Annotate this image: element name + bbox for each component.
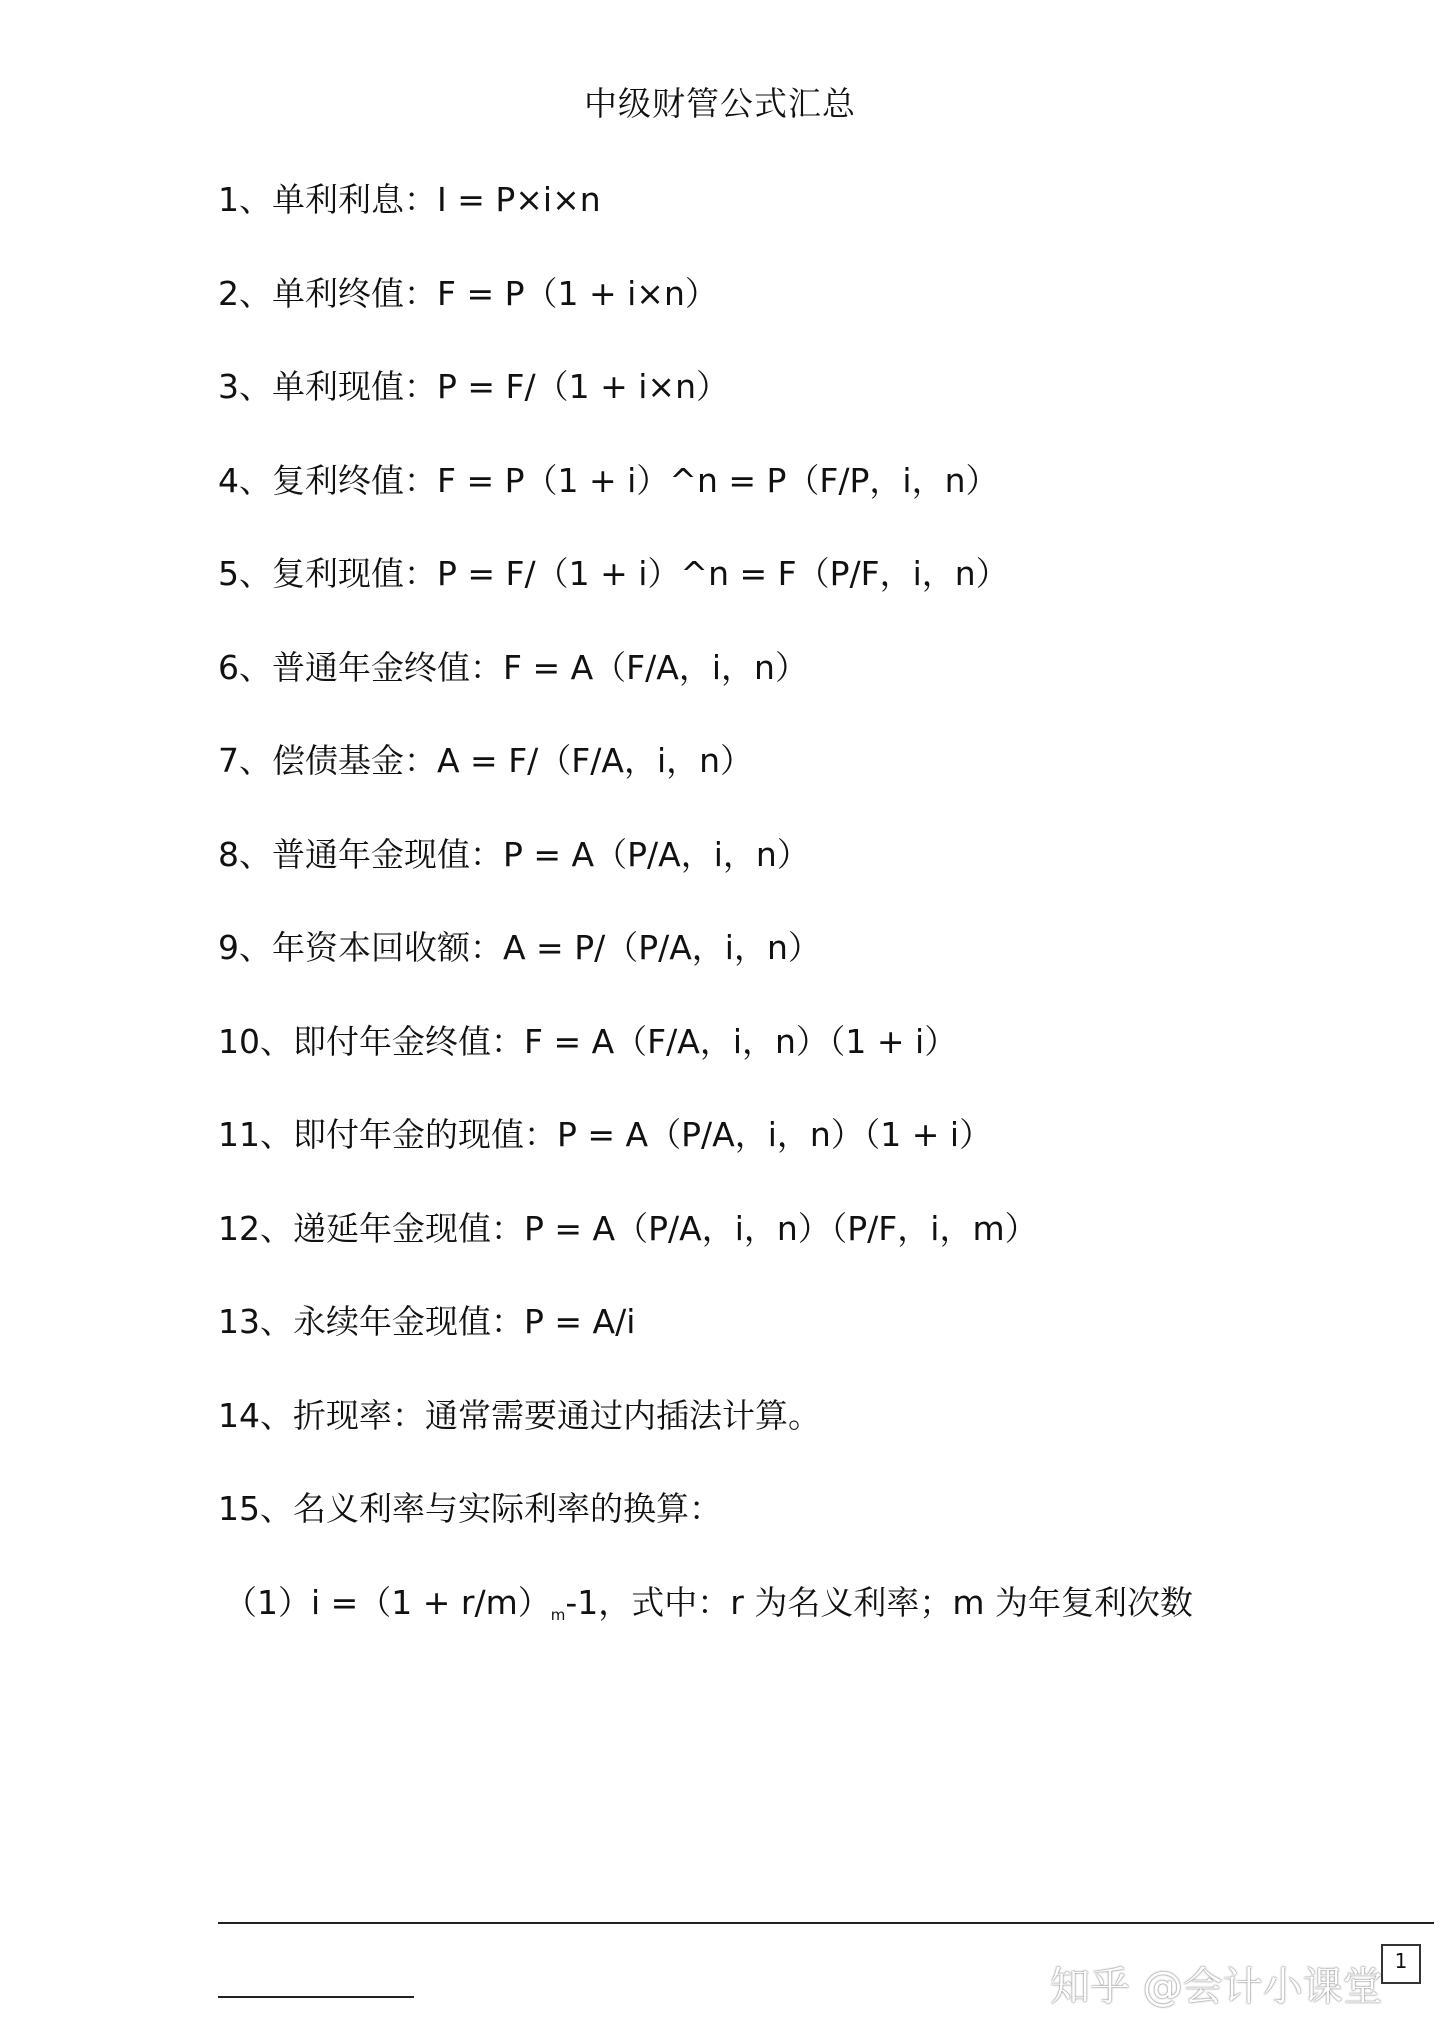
formula-item: 6、普通年金终值：F = A（F/A，i，n） <box>218 647 808 687</box>
formula-item: 1、单利利息：I = P×i×n <box>218 180 601 219</box>
formula-item: 4、复利终值：F = P（1 + i）^n = P（F/P，i，n） <box>218 460 999 500</box>
formula-item: 11、即付年金的现值：P = A（P/A，i，n）（1 + i） <box>218 1115 993 1154</box>
formula-item: 14、折现率：通常需要通过内插法计算。 <box>218 1395 821 1435</box>
formula-item: 7、偿债基金：A = F/（F/A，i，n） <box>218 741 754 780</box>
formula-tail: -1，式中：r 为名义利率；m 为年复利次数 <box>565 1582 1193 1622</box>
formula-main: （1）i =（1 + r/m） <box>224 1582 551 1622</box>
formula-subscript: m <box>550 1605 566 1624</box>
conversion-formula <box>218 1575 1398 1669</box>
formula-item: 12、递延年金现值：P = A（P/A，i，n）（P/F，i，m） <box>218 1208 1038 1248</box>
formula-item: 10、即付年金终值：F = A（F/A，i，n）（1 + i） <box>218 1021 958 1061</box>
formula-item: 9、年资本回收额：A = P/（P/A，i，n） <box>218 928 821 967</box>
document-title: 中级财管公式汇总 <box>584 84 856 123</box>
formula-list <box>218 172 1398 1668</box>
formula-item: 2、单利终值：F = P（1 + i×n） <box>218 273 718 313</box>
footnote-divider <box>218 1996 414 1998</box>
page-number: 1 <box>1381 1944 1421 1984</box>
formula-item: 15、名义利率与实际利率的换算： <box>218 1489 722 1528</box>
formula-item: 3、单利现值：P = F/（1 + i×n） <box>218 367 729 406</box>
watermark: 知乎 @会计小课堂 <box>1050 1964 1383 2010</box>
footer-divider <box>218 1922 1434 1924</box>
formula-item: 8、普通年金现值：P = A（P/A，i，n） <box>218 834 810 874</box>
formula-item: 13、永续年金现值：P = A/i <box>218 1302 636 1341</box>
formula-item: 5、复利现值：P = F/（1 + i）^n = F（P/F，i，n） <box>218 554 1009 593</box>
